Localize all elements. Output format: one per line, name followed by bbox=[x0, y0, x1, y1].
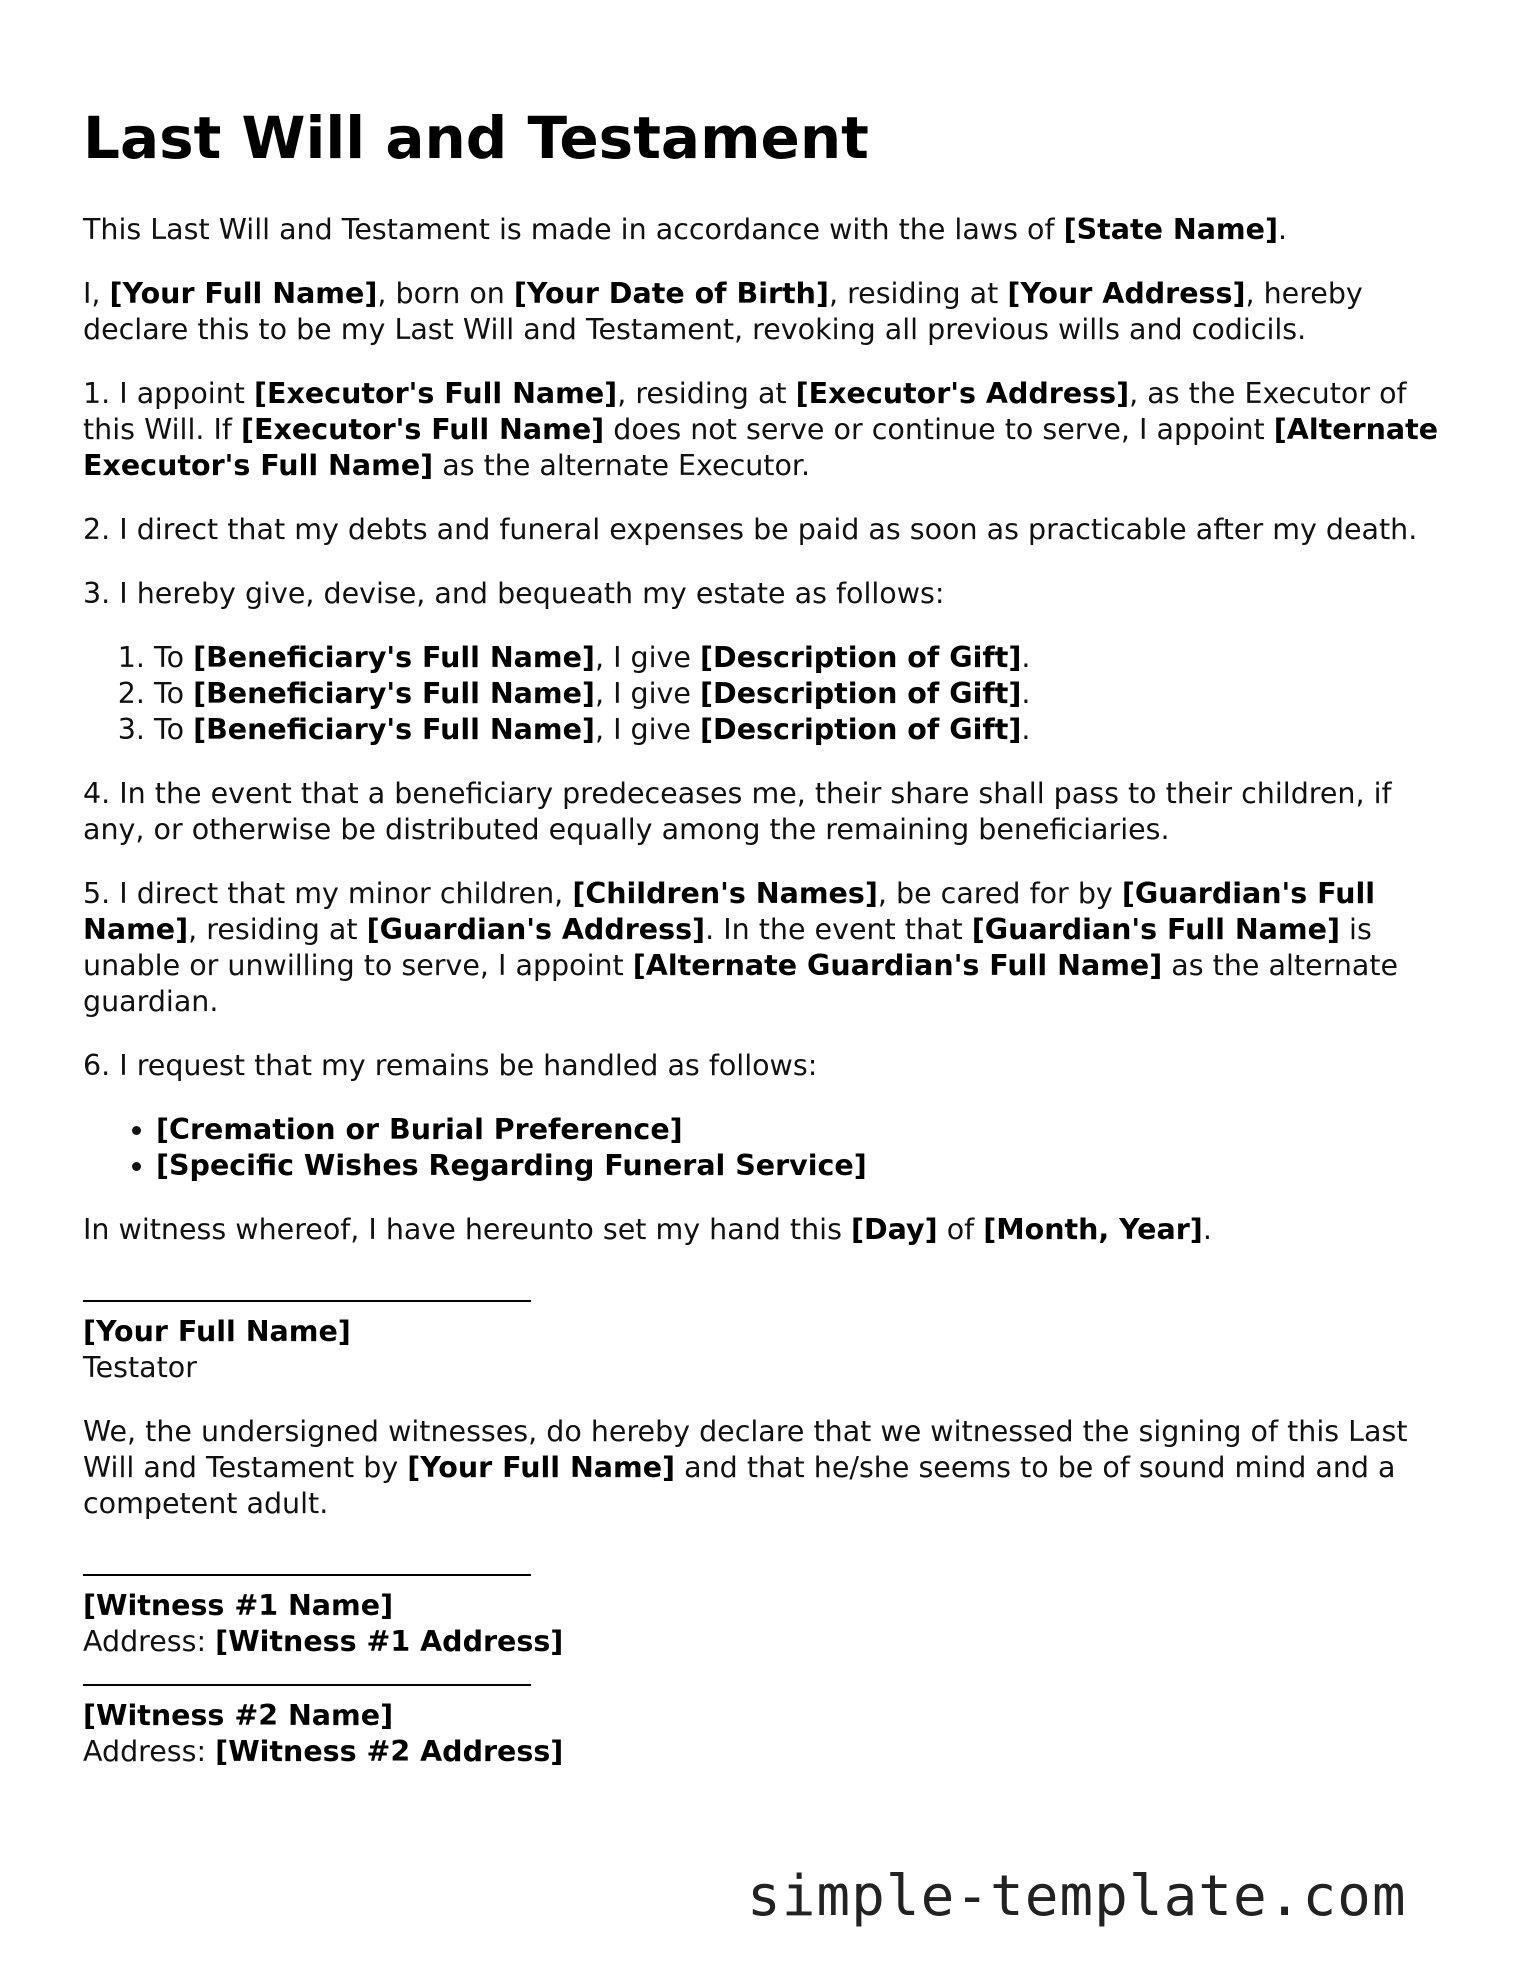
signature-line[interactable] bbox=[83, 1300, 531, 1302]
clause-guardian: 5. I direct that my minor children, [Children's Names], be cared for by [Guardian's Full Name], residing at [Guardian's Address]. In the event that [Guardian's Full Name] is unable or unwilling to serve, I appoint [Alternate Guardian's Full Name] as the alternate guardian. bbox=[83, 877, 1399, 1018]
watermark: simple-template.com bbox=[747, 1864, 1407, 1929]
signature-line[interactable] bbox=[83, 1684, 531, 1686]
witness-statement: We, the undersigned witnesses, do hereby declare that we witnessed the signing of this Last Will and Testament by [Your Full Name] and that he/she seems to be of sound mind and a competent adult. bbox=[83, 1415, 1408, 1520]
witness-name: [Witness #1 Name] bbox=[83, 1589, 394, 1622]
alternate-guardian-field: [Alternate Guardian's Full Name] bbox=[632, 949, 1163, 982]
declaration-paragraph: I, [Your Full Name], born on [Your Date of Birth], residing at [Your Address], hereby declare this to be my Last Will and Testament, revoking all previous wills and codicils. bbox=[83, 277, 1363, 346]
clause-executor: 1. I appoint [Executor's Full Name], residing at [Executor's Address], as the Executor of this Will. If [Executor's Full Name] does not serve or continue to serve, I appoint [Alternate Executor's Full Name] as the alternate Executor. bbox=[83, 377, 1439, 482]
date-of-birth-field: [Your Date of Birth] bbox=[513, 277, 829, 310]
testator-name: [Your Full Name] bbox=[83, 1315, 351, 1348]
witness-address: [Witness #2 Address] bbox=[215, 1735, 564, 1768]
state-name-field: [State Name] bbox=[1063, 213, 1278, 246]
witness-2-signature-block: [Witness #2 Name] Address: [Witness #2 Address] bbox=[83, 1684, 1443, 1770]
gifts-list bbox=[83, 640, 1443, 748]
address-field: [Your Address] bbox=[1007, 277, 1246, 310]
witness-address: [Witness #1 Address] bbox=[215, 1625, 564, 1658]
executor-name-field: [Executor's Full Name] bbox=[241, 413, 605, 446]
witness-1-signature-block: [Witness #1 Name] Address: [Witness #1 Address] bbox=[83, 1574, 1443, 1660]
signature-line[interactable] bbox=[83, 1574, 531, 1576]
list-item: • [Specific Wishes Regarding Funeral Service] bbox=[156, 1148, 1443, 1184]
day-field: [Day] bbox=[850, 1213, 938, 1246]
children-names-field: [Children's Names] bbox=[572, 877, 878, 910]
guardian-name-field: [Guardian's Full Name] bbox=[83, 877, 1376, 946]
full-name-field: [Your Full Name] bbox=[407, 1451, 676, 1484]
gift-description-field: [Description of Gift] bbox=[700, 713, 1022, 746]
gift-description-field: [Description of Gift] bbox=[700, 641, 1022, 674]
beneficiary-name-field: [Beneficiary's Full Name] bbox=[193, 713, 595, 746]
clause-remains: 6. I request that my remains be handled as follows: bbox=[83, 1049, 818, 1082]
list-item: 2. To [Beneficiary's Full Name], I give [Description of Gift]. bbox=[154, 676, 1443, 712]
full-name-field: [Your Full Name] bbox=[109, 277, 378, 310]
intro-paragraph: This Last Will and Testament is made in accordance with the laws of [State Name]. bbox=[83, 213, 1288, 246]
executor-name-field: [Executor's Full Name] bbox=[254, 377, 618, 410]
gift-description-field: [Description of Gift] bbox=[700, 677, 1022, 710]
executor-address-field: [Executor's Address] bbox=[795, 377, 1130, 410]
beneficiary-name-field: [Beneficiary's Full Name] bbox=[193, 677, 595, 710]
clause-debts: 2. I direct that my debts and funeral expenses be paid as soon as practicable after my death. bbox=[83, 513, 1418, 546]
remains-wishes-list bbox=[83, 1112, 1443, 1184]
guardian-address-field: [Guardian's Address] bbox=[366, 913, 706, 946]
testator-role: Testator bbox=[83, 1351, 197, 1384]
list-item: • [Cremation or Burial Preference] bbox=[156, 1112, 1443, 1148]
alternate-executor-field: [Alternate Executor's Full Name] bbox=[83, 413, 1439, 482]
clause-bequests: 3. I hereby give, devise, and bequeath my estate as follows: bbox=[83, 577, 945, 610]
guardian-name-field: [Guardian's Full Name] bbox=[971, 913, 1340, 946]
beneficiary-name-field: [Beneficiary's Full Name] bbox=[193, 641, 595, 674]
page-title: Last Will and Testament bbox=[83, 104, 869, 172]
witness-clause: In witness whereof, I have hereunto set my hand this [Day] of [Month, Year]. bbox=[83, 1213, 1212, 1246]
month-year-field: [Month, Year] bbox=[983, 1213, 1203, 1246]
list-item: 3. To [Beneficiary's Full Name], I give [Description of Gift]. bbox=[154, 712, 1443, 748]
document-page bbox=[83, 100, 1443, 1798]
witness-name: [Witness #2 Name] bbox=[83, 1699, 394, 1732]
testator-signature-block bbox=[83, 1300, 1443, 1386]
list-item: 1. To [Beneficiary's Full Name], I give [Description of Gift]. bbox=[154, 640, 1443, 676]
clause-predecease: 4. In the event that a beneficiary predeceases me, their share shall pass to their children, if any, or otherwise be distributed equally among the remaining beneficiaries. bbox=[83, 777, 1392, 846]
